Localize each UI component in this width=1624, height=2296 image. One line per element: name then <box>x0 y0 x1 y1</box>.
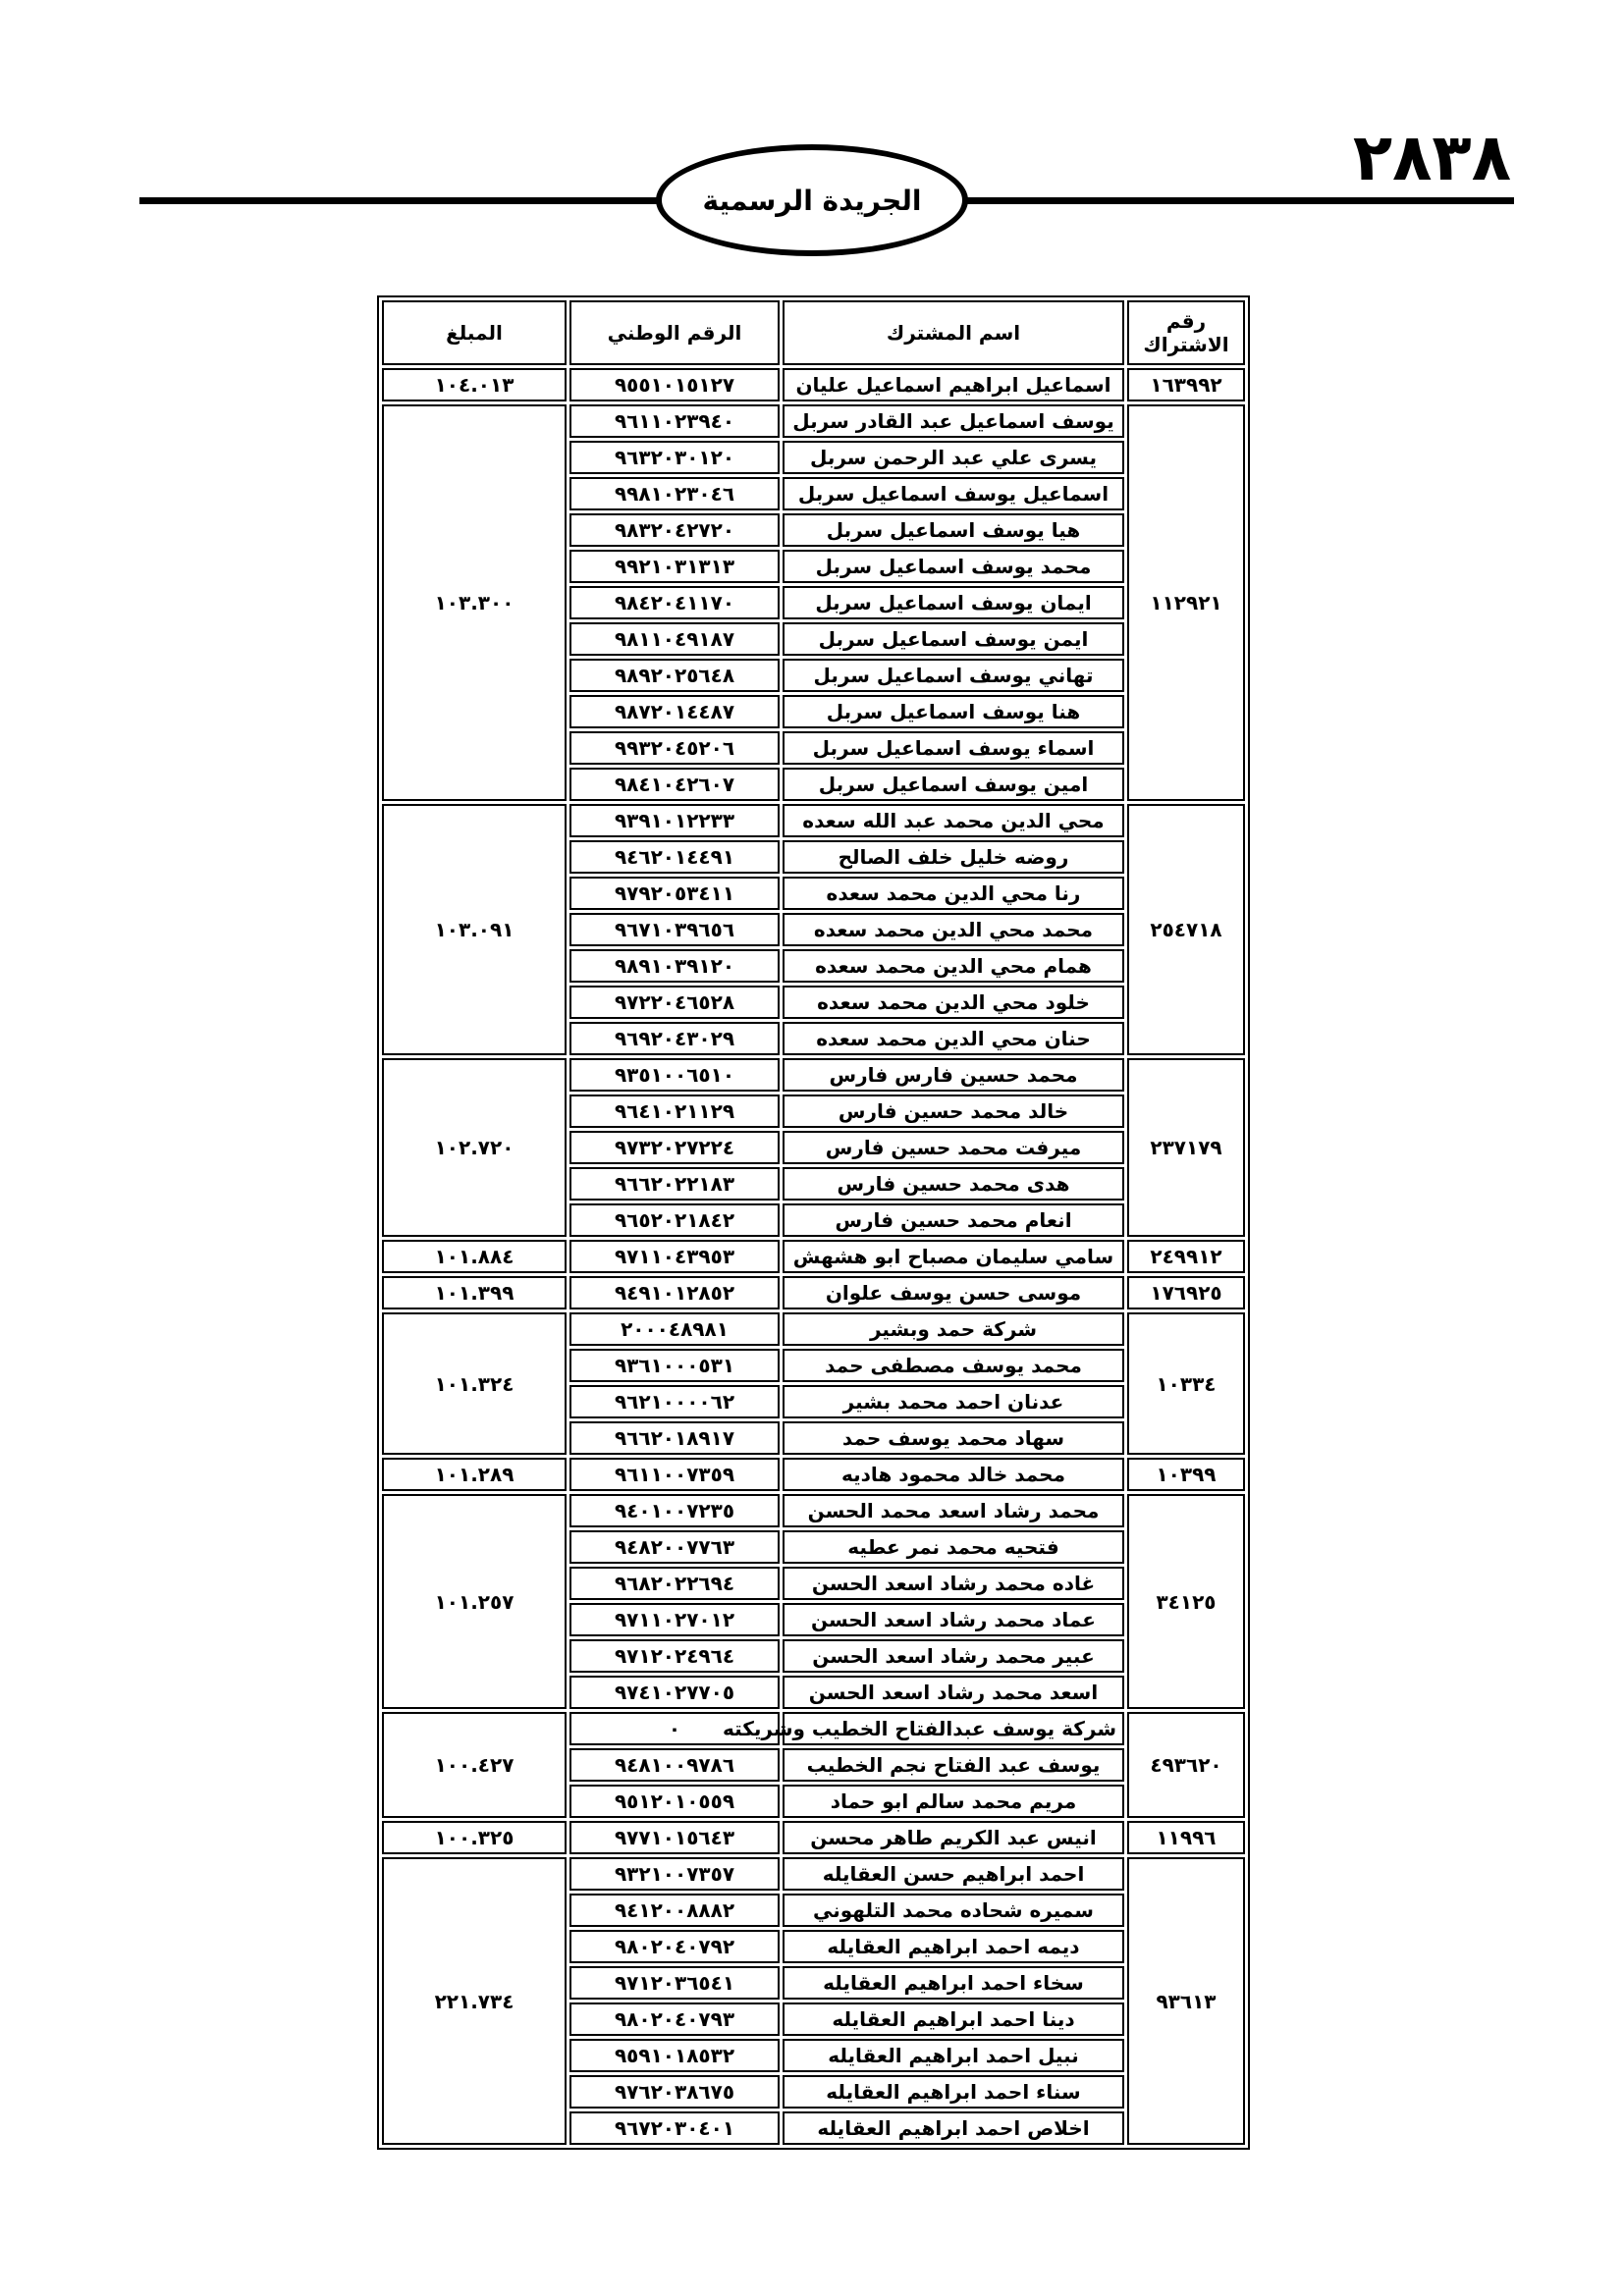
national-id: ٩٧١٢٠٣٦٥٤١ <box>569 1966 780 2000</box>
subscriber-name: سناء احمد ابراهيم العقايله <box>783 2075 1124 2109</box>
subscriber-name: محمد يوسف اسماعيل سربل <box>783 550 1124 583</box>
national-id: ٩٧٦٢٠٣٨٦٧٥ <box>569 2075 780 2109</box>
subscription-number: ٢٥٤٧١٨ <box>1127 804 1245 1055</box>
subscriber-name: محمد خالد محمود هاديه <box>783 1458 1124 1491</box>
subscriber-name: خالد محمد حسين فارس <box>783 1095 1124 1128</box>
table-row <box>382 1058 1245 1092</box>
national-id: ٩٦٥٢٠٢١٨٤٢ <box>569 1203 780 1237</box>
subscriber-name: محمد رشاد اسعد محمد الحسن <box>783 1494 1124 1527</box>
column-header-name: اسم المشترك <box>783 300 1124 365</box>
subscription-number: ١٠٣٣٤ <box>1127 1312 1245 1455</box>
amount: ١٠١.٢٨٩ <box>382 1458 567 1491</box>
subscriber-name: يوسف عبد الفتاح نجم الخطيب <box>783 1748 1124 1782</box>
subscription-number: ٢٣٧١٧٩ <box>1127 1058 1245 1237</box>
national-id: ٩٩٨١٠٢٣٠٤٦ <box>569 477 780 510</box>
national-id: ٩٧٢٢٠٤٦٥٢٨ <box>569 986 780 1019</box>
subscriber-name: مريم محمد سالم ابو حماد <box>783 1785 1124 1818</box>
national-id: ٩٨١١٠٤٩١٨٧ <box>569 622 780 656</box>
subscriber-name: عدنان احمد محمد بشير <box>783 1385 1124 1418</box>
national-id: ٩٦٦٢٠١٨٩١٧ <box>569 1421 780 1455</box>
national-id: ٩٦١١٠٢٣٩٤٠ <box>569 404 780 438</box>
table-row <box>382 404 1245 438</box>
subscriber-name: حنان محي الدين محمد سعده <box>783 1022 1124 1055</box>
subscriber-name: هدى محمد حسين فارس <box>783 1167 1124 1201</box>
amount: ١٠٤.٠١٣ <box>382 368 567 401</box>
national-id: ٩٩٣٢٠٤٥٢٠٦ <box>569 731 780 765</box>
national-id: ٩٥٩١٠١٨٥٣٢ <box>569 2039 780 2072</box>
national-id: ٩٥١٢٠١٠٥٥٩ <box>569 1785 780 1818</box>
national-id: ٩٤١٢٠٠٨٨٨٢ <box>569 1894 780 1927</box>
table-row <box>382 1240 1245 1273</box>
national-id: ٢٠٠٠٤٨٩٨١ <box>569 1312 780 1346</box>
column-header-amount: المبلغ <box>382 300 567 365</box>
table-row <box>382 804 1245 837</box>
national-id: ٩٦٩٢٠٤٣٠٢٩ <box>569 1022 780 1055</box>
amount: ٢٢١.٧٣٤ <box>382 1857 567 2145</box>
subscriber-name: اخلاص احمد ابراهيم العقايله <box>783 2111 1124 2145</box>
national-id: ٩٤٨١٠٠٩٧٨٦ <box>569 1748 780 1782</box>
table-row <box>382 1712 1245 1745</box>
national-id: ٩٧٤١٠٢٧٧٠٥ <box>569 1676 780 1709</box>
table-row <box>382 1458 1245 1491</box>
national-id: ٩٦٤١٠٢١١٢٩ <box>569 1095 780 1128</box>
subscriber-name: سميره شحاده محمد التلهوني <box>783 1894 1124 1927</box>
subscription-number: ٩٣٦١٣ <box>1127 1857 1245 2145</box>
subscriber-name: محمد يوسف مصطفى حمد <box>783 1349 1124 1382</box>
subscription-number: ١١٩٩٦ <box>1127 1821 1245 1854</box>
national-id: ٩٧٧١٠١٥٦٤٣ <box>569 1821 780 1854</box>
subscription-number: ١٦٣٩٩٢ <box>1127 368 1245 401</box>
subscription-number: ٢٤٩٩١٢ <box>1127 1240 1245 1273</box>
national-id: ٩٨٤١٠٤٢٦٠٧ <box>569 768 780 801</box>
subscriber-name: شركة حمد وبشير <box>783 1312 1124 1346</box>
subscription-number: ١٠٣٩٩ <box>1127 1458 1245 1491</box>
table-row <box>382 1857 1245 1891</box>
amount: ١٠٠.٣٢٥ <box>382 1821 567 1854</box>
subscriber-name: اسماعيل ابراهيم اسماعيل عليان <box>783 368 1124 401</box>
subscriber-name: انيس عبد الكريم طاهر محسن <box>783 1821 1124 1854</box>
subscriber-name: سهاد محمد يوسف حمد <box>783 1421 1124 1455</box>
subscriber-name: عماد محمد رشاد اسعد الحسن <box>783 1603 1124 1636</box>
page-number: ٢٨٣٨ <box>1352 120 1511 195</box>
national-id: ٩٦٦٢٠٢٢١٨٣ <box>569 1167 780 1201</box>
subscriber-name: غاده محمد رشاد اسعد الحسن <box>783 1567 1124 1600</box>
subscription-number: ١٧٦٩٢٥ <box>1127 1276 1245 1309</box>
subscriber-name: يوسف اسماعيل عبد القادر سربل <box>783 404 1124 438</box>
amount: ١٠٣.٣٠٠ <box>382 404 567 801</box>
subscriber-name: دينا احمد ابراهيم العقايله <box>783 2002 1124 2036</box>
national-id: ٠ <box>569 1712 780 1745</box>
subscriber-name: رنا محي الدين محمد سعده <box>783 877 1124 910</box>
national-id: ٩٨٠٢٠٤٠٧٩٣ <box>569 2002 780 2036</box>
subscriber-name: امين يوسف اسماعيل سربل <box>783 768 1124 801</box>
national-id: ٩٨٠٢٠٤٠٧٩٢ <box>569 1930 780 1963</box>
subscriber-name: تهاني يوسف اسماعيل سربل <box>783 659 1124 692</box>
subscriber-name: سخاء احمد ابراهيم العقايله <box>783 1966 1124 2000</box>
subscription-number: ٣٤١٢٥ <box>1127 1494 1245 1709</box>
national-id: ٩٦٨٢٠٢٢٦٩٤ <box>569 1567 780 1600</box>
amount: ١٠١.٣٩٩ <box>382 1276 567 1309</box>
national-id: ٩٦٧١٠٣٩٦٥٦ <box>569 913 780 946</box>
amount: ١٠١.٢٥٧ <box>382 1494 567 1709</box>
subscription-number: ١١٢٩٢١ <box>1127 404 1245 801</box>
subscriber-name: محمد محي الدين محمد سعده <box>783 913 1124 946</box>
subscriber-name: اسماء يوسف اسماعيل سربل <box>783 731 1124 765</box>
national-id: ٩٣٢١٠٠٧٣٥٧ <box>569 1857 780 1891</box>
national-id: ٩٧١١٠٤٣٩٥٣ <box>569 1240 780 1273</box>
subscriber-name: ايمان يوسف اسماعيل سربل <box>783 586 1124 619</box>
national-id: ٩٩٢١٠٣١٣١٣ <box>569 550 780 583</box>
column-header-subscription: رقم الاشتراك <box>1127 300 1245 365</box>
subscriber-name: يسرى علي عبد الرحمن سربل <box>783 441 1124 474</box>
national-id: ٩٦١١٠٠٧٣٥٩ <box>569 1458 780 1491</box>
national-id: ٩٧١١٠٢٧٠١٢ <box>569 1603 780 1636</box>
table-row <box>382 1276 1245 1309</box>
subscriber-name: روضه خليل خلف الصالح <box>783 840 1124 874</box>
subscriber-name: نبيل احمد ابراهيم العقايله <box>783 2039 1124 2072</box>
amount: ١٠٣.٠٩١ <box>382 804 567 1055</box>
table-row <box>382 1494 1245 1527</box>
subscription-number: ٤٩٣٦٢٠ <box>1127 1712 1245 1818</box>
subscriber-name: عبير محمد رشاد اسعد الحسن <box>783 1639 1124 1673</box>
column-header-national-id: الرقم الوطني <box>569 300 780 365</box>
national-id: ٩٥٥١٠١٥١٢٧ <box>569 368 780 401</box>
subscriber-name: هيا يوسف اسماعيل سربل <box>783 513 1124 547</box>
table-body <box>382 368 1245 2145</box>
subscriber-name: فتحيه محمد نمر عطيه <box>783 1530 1124 1564</box>
national-id: ٩٨٧٢٠١٤٤٨٧ <box>569 695 780 728</box>
national-id: ٩٤٩١٠١٢٨٥٢ <box>569 1276 780 1309</box>
subscriber-name: ميرفت محمد حسين فارس <box>783 1131 1124 1164</box>
national-id: ٩٣٦١٠٠٠٥٣١ <box>569 1349 780 1382</box>
subscriber-name: ديمه احمد ابراهيم العقايله <box>783 1930 1124 1963</box>
subscriber-name: همام محي الدين محمد سعده <box>783 949 1124 983</box>
amount: ١٠١.٣٢٤ <box>382 1312 567 1455</box>
national-id: ٩٣٩١٠١٢٢٣٣ <box>569 804 780 837</box>
national-id: ٩٧١٢٠٢٤٩٦٤ <box>569 1639 780 1673</box>
subscriber-name: محي الدين محمد عبد الله سعده <box>783 804 1124 837</box>
subscriber-name: سامي سليمان مصباح ابو هشهش <box>783 1240 1124 1273</box>
subscriber-name: هنا يوسف اسماعيل سربل <box>783 695 1124 728</box>
national-id: ٩٣٥١٠٠٦٥١٠ <box>569 1058 780 1092</box>
national-id: ٩٨٣٢٠٤٢٧٢٠ <box>569 513 780 547</box>
national-id: ٩٤٦٢٠١٤٤٩١ <box>569 840 780 874</box>
national-id: ٩٤٨٢٠٠٧٧٦٣ <box>569 1530 780 1564</box>
national-id: ٩٧٣٢٠٢٧٢٢٤ <box>569 1131 780 1164</box>
subscribers-table <box>377 295 1250 2150</box>
table-row <box>382 368 1245 401</box>
national-id: ٩٦٢١٠٠٠٠٦٢ <box>569 1385 780 1418</box>
subscriber-name: ايمن يوسف اسماعيل سربل <box>783 622 1124 656</box>
subscriber-name: احمد ابراهيم حسن العقايله <box>783 1857 1124 1891</box>
subscriber-name: محمد حسين فارس فارس <box>783 1058 1124 1092</box>
amount: ١٠١.٨٨٤ <box>382 1240 567 1273</box>
amount: ١٠٠.٤٢٧ <box>382 1712 567 1818</box>
national-id: ٩٨٩٢٠٢٥٦٤٨ <box>569 659 780 692</box>
header-title: الجريدة الرسمية <box>656 144 968 256</box>
subscriber-name: انعام محمد حسين فارس <box>783 1203 1124 1237</box>
national-id: ٩٨٩١٠٣٩١٢٠ <box>569 949 780 983</box>
subscriber-name: موسى حسن يوسف علوان <box>783 1276 1124 1309</box>
national-id: ٩٤٠١٠٠٧٢٣٥ <box>569 1494 780 1527</box>
subscriber-name: خلود محي الدين محمد سعده <box>783 986 1124 1019</box>
amount: ١٠٢.٧٢٠ <box>382 1058 567 1237</box>
table-header-row <box>382 300 1245 365</box>
subscriber-name: شركة يوسف عبدالفتاح الخطيب وشريكته <box>783 1712 1124 1745</box>
national-id: ٩٨٤٢٠٤١١٧٠ <box>569 586 780 619</box>
national-id: ٩٦٣٢٠٣٠١٢٠ <box>569 441 780 474</box>
table-row <box>382 1312 1245 1346</box>
subscriber-name: اسعد محمد رشاد اسعد الحسن <box>783 1676 1124 1709</box>
national-id: ٩٦٧٢٠٣٠٤٠١ <box>569 2111 780 2145</box>
subscriber-name: اسماعيل يوسف اسماعيل سربل <box>783 477 1124 510</box>
national-id: ٩٧٩٢٠٥٣٤١١ <box>569 877 780 910</box>
table-row <box>382 1821 1245 1854</box>
